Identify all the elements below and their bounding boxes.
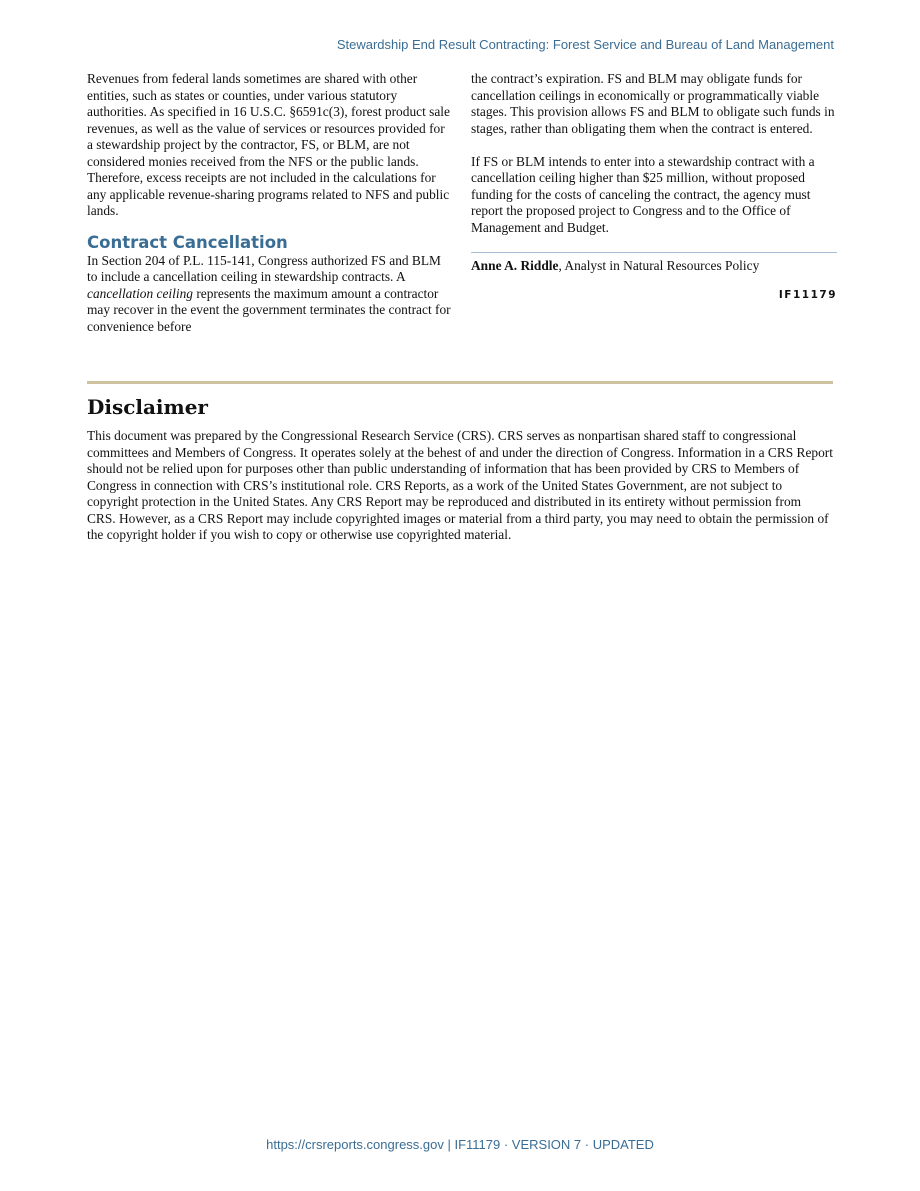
report-id: IF11179 bbox=[778, 288, 837, 301]
cancellation-text-end: represents the maximum amount a contractor may recover in the event the government terminates the contract for convenience before bbox=[87, 285, 451, 334]
paragraph-contract-cancellation bbox=[87, 253, 453, 336]
left-column bbox=[87, 71, 453, 335]
author-divider bbox=[471, 252, 837, 253]
author-title: , Analyst in Natural Resources Policy bbox=[558, 258, 760, 273]
disclaimer-divider bbox=[87, 381, 833, 384]
paragraph-obligation-stages: the contract’s expiration. FS and BLM may obligate funds for cancellation ceilings in economically or programmatically viable stages. This provision allows FS and BLM to obligate such funds in stages, rather than obligating them when the contract is entered. bbox=[471, 71, 835, 136]
cancellation-ceiling-term: cancellation ceiling bbox=[87, 285, 193, 301]
disclaimer-body: This document was prepared by the Congressional Research Service (CRS). CRS serves as nonpartisan shared staff to congressional committees and Members of Congress. It operates solely at the behest of and under the direction of Congress. Information in a CRS Report should not be relied upon for purposes other than public understanding of information that has been provided by CRS to Members of Congress in connection with CRS’s institutional role. CRS Reports, as a work of the United States Government, are not subject to copyright protection in the United States. Any CRS Report may be reproduced and distributed in its entirety without permission from CRS. However, as a CRS Report may include copyrighted images or material from a third party, you may need to obtain the permission of the copyright holder if you wish to copy or otherwise use copyrighted material. bbox=[87, 428, 833, 542]
paragraph-revenue-sharing: Revenues from federal lands sometimes are shared with other entities, such as states or counties, under various statutory authorities. As specified in 16 U.S.C. §6591c(3), forest product sale revenues, as well as the value of services or resources provided for a stewardship project by the contractor, FS, or BLM, are not considered monies received from the NFS or the public lands. Therefore, excess receipts are not included in the calculations for any applicable revenue-sharing programs related to NFS and public lands. bbox=[87, 71, 450, 218]
author-line bbox=[471, 258, 837, 275]
running-header: Stewardship End Result Contracting: Forest Service and Bureau of Land Management bbox=[336, 37, 834, 52]
disclaimer-title: Disclaimer bbox=[87, 395, 208, 419]
paragraph-omb-reporting: If FS or BLM intends to enter into a stewardship contract with a cancellation ceiling higher than $25 million, without proposed funding for the costs of canceling the contract, the agency must report the proposed project to Congress and to the Office of Management and Budget. bbox=[471, 153, 815, 235]
footer-link[interactable]: https://crsreports.congress.gov | IF11179 · VERSION 7 · UPDATED bbox=[266, 1137, 654, 1152]
cancellation-text-start: In Section 204 of P.L. 115-141, Congress authorized FS and BLM to include a cancellation ceiling in stewardship contracts. A bbox=[87, 252, 441, 284]
section-heading-contract-cancellation: Contract Cancellation bbox=[87, 232, 288, 252]
author-name: Anne A. Riddle bbox=[471, 258, 559, 273]
right-column bbox=[471, 71, 837, 303]
